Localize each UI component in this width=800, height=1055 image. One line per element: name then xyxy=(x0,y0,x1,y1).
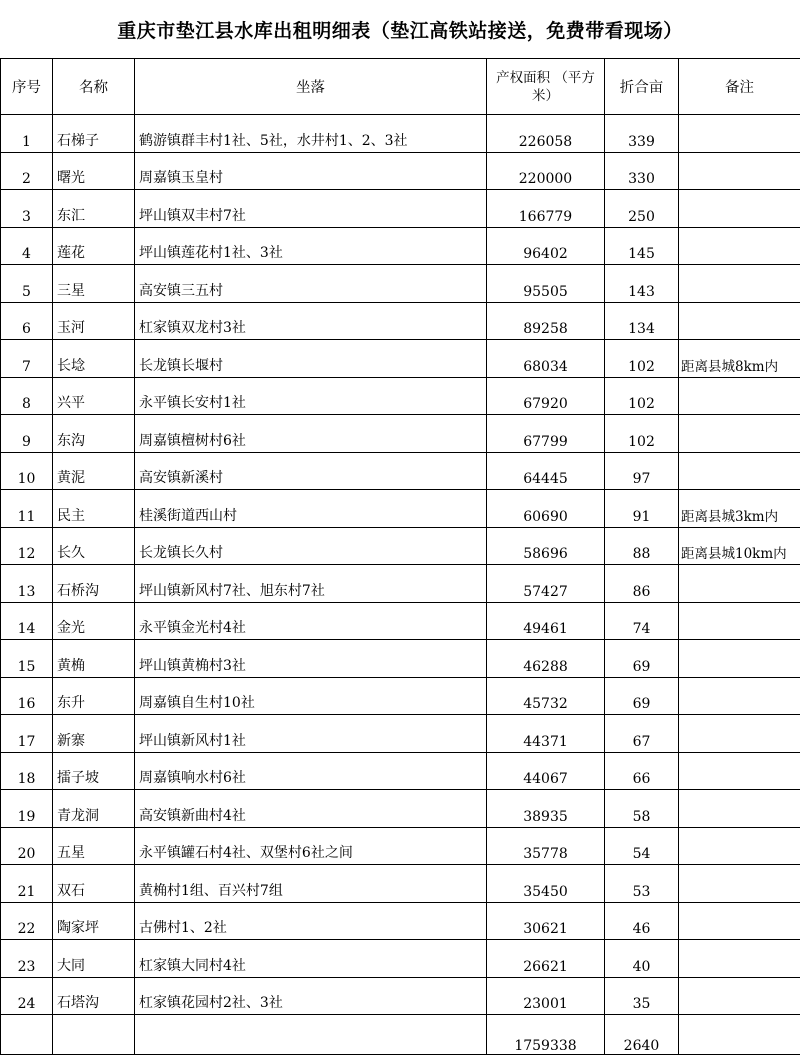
table-row xyxy=(1,677,800,715)
header-mu: 折合亩 xyxy=(605,59,679,115)
cell-note xyxy=(679,152,800,190)
cell-no: 6 xyxy=(1,302,53,340)
cell-mu: 54 xyxy=(605,827,679,865)
cell-note xyxy=(679,790,800,828)
cell-note xyxy=(679,190,800,228)
cell-note xyxy=(679,977,800,1015)
cell-location: 坪山镇莲花村1社、3社 xyxy=(135,227,487,265)
cell-area: 89258 xyxy=(487,302,605,340)
reservoir-table xyxy=(0,58,800,1055)
cell-name: 石塔沟 xyxy=(53,977,135,1015)
cell-mu: 88 xyxy=(605,527,679,565)
cell-location: 高安镇新曲村4社 xyxy=(135,790,487,828)
page-title: 重庆市垫江县水库出租明细表（垫江高铁站接送，免费带看现场） xyxy=(117,20,683,42)
header-area: 产权面积 （平方米） xyxy=(487,59,605,115)
cell-note xyxy=(679,302,800,340)
cell-note xyxy=(679,940,800,978)
cell-mu: 67 xyxy=(605,715,679,753)
cell-location: 坪山镇黄桷村3社 xyxy=(135,640,487,678)
cell-note: 距离县城10km内 xyxy=(679,527,800,565)
cell-no: 5 xyxy=(1,265,53,303)
cell-no: 19 xyxy=(1,790,53,828)
table-row xyxy=(1,302,800,340)
cell-area: 220000 xyxy=(487,152,605,190)
cell-note xyxy=(679,265,800,303)
cell-no: 23 xyxy=(1,940,53,978)
cell-mu: 40 xyxy=(605,940,679,978)
header-row xyxy=(1,59,800,115)
cell-mu: 74 xyxy=(605,602,679,640)
cell-area: 58696 xyxy=(487,527,605,565)
cell-area: 35778 xyxy=(487,827,605,865)
cell-note: 距离县城8km内 xyxy=(679,340,800,378)
table-row xyxy=(1,152,800,190)
cell-name: 兴平 xyxy=(53,377,135,415)
cell-area: 46288 xyxy=(487,640,605,678)
cell-mu: 91 xyxy=(605,490,679,528)
cell-location: 永平镇金光村4社 xyxy=(135,602,487,640)
cell-no: 3 xyxy=(1,190,53,228)
cell-location: 杠家镇双龙村3社 xyxy=(135,302,487,340)
cell-note xyxy=(679,827,800,865)
cell-note xyxy=(679,640,800,678)
table-row xyxy=(1,340,800,378)
cell-note xyxy=(679,602,800,640)
cell-note xyxy=(679,715,800,753)
cell-location: 坪山镇新风村7社、旭东村7社 xyxy=(135,565,487,603)
cell-mu: 339 xyxy=(605,115,679,153)
cell-note xyxy=(679,377,800,415)
cell-no: 24 xyxy=(1,977,53,1015)
total-mu: 2640 xyxy=(605,1015,679,1055)
cell-name: 金光 xyxy=(53,602,135,640)
header-name: 名称 xyxy=(53,59,135,115)
cell-location: 杠家镇大同村4社 xyxy=(135,940,487,978)
cell-area: 35450 xyxy=(487,865,605,903)
cell-mu: 69 xyxy=(605,640,679,678)
cell-name: 陶家坪 xyxy=(53,902,135,940)
table-row xyxy=(1,827,800,865)
cell-name: 黄桷 xyxy=(53,640,135,678)
table-row xyxy=(1,565,800,603)
table-row xyxy=(1,752,800,790)
cell-name: 东沟 xyxy=(53,415,135,453)
cell-name: 石桥沟 xyxy=(53,565,135,603)
cell-name: 大同 xyxy=(53,940,135,978)
cell-mu: 53 xyxy=(605,865,679,903)
cell-name: 东升 xyxy=(53,677,135,715)
cell-no: 4 xyxy=(1,227,53,265)
cell-area: 226058 xyxy=(487,115,605,153)
cell-name: 东汇 xyxy=(53,190,135,228)
table-row xyxy=(1,902,800,940)
cell-location: 桂溪街道西山村 xyxy=(135,490,487,528)
cell-no: 11 xyxy=(1,490,53,528)
cell-location: 长龙镇长久村 xyxy=(135,527,487,565)
cell-location: 杠家镇花园村2社、3社 xyxy=(135,977,487,1015)
cell-no: 9 xyxy=(1,415,53,453)
table-row xyxy=(1,190,800,228)
cell-mu: 250 xyxy=(605,190,679,228)
table-row xyxy=(1,865,800,903)
table-row xyxy=(1,227,800,265)
cell-note xyxy=(679,865,800,903)
cell-no: 17 xyxy=(1,715,53,753)
table-row xyxy=(1,265,800,303)
cell-no: 1 xyxy=(1,115,53,153)
cell-mu: 58 xyxy=(605,790,679,828)
cell-no: 7 xyxy=(1,340,53,378)
cell-location: 周嘉镇玉皇村 xyxy=(135,152,487,190)
total-area: 1759338 xyxy=(487,1015,605,1055)
cell-name: 五星 xyxy=(53,827,135,865)
cell-no: 22 xyxy=(1,902,53,940)
cell-note: 距离县城3km内 xyxy=(679,490,800,528)
cell-name: 莲花 xyxy=(53,227,135,265)
header-location: 坐落 xyxy=(135,59,487,115)
table-row xyxy=(1,490,800,528)
cell-area: 26621 xyxy=(487,940,605,978)
table-row xyxy=(1,377,800,415)
table-row xyxy=(1,115,800,153)
cell-note xyxy=(679,452,800,490)
cell-mu: 86 xyxy=(605,565,679,603)
cell-mu: 97 xyxy=(605,452,679,490)
cell-name: 新寨 xyxy=(53,715,135,753)
cell-area: 60690 xyxy=(487,490,605,528)
cell-location: 高安镇新溪村 xyxy=(135,452,487,490)
cell-no: 14 xyxy=(1,602,53,640)
cell-note xyxy=(679,565,800,603)
header-note: 备注 xyxy=(679,59,800,115)
cell-no: 21 xyxy=(1,865,53,903)
table-body xyxy=(1,115,800,1055)
table-row xyxy=(1,527,800,565)
cell-mu: 143 xyxy=(605,265,679,303)
cell-area: 68034 xyxy=(487,340,605,378)
cell-name: 长埝 xyxy=(53,340,135,378)
cell-location: 古佛村1、2社 xyxy=(135,902,487,940)
cell-area: 96402 xyxy=(487,227,605,265)
cell-location: 坪山镇新风村1社 xyxy=(135,715,487,753)
table-row xyxy=(1,602,800,640)
cell-no: 12 xyxy=(1,527,53,565)
cell-area: 67920 xyxy=(487,377,605,415)
cell-location: 坪山镇双丰村7社 xyxy=(135,190,487,228)
cell-location: 永平镇长安村1社 xyxy=(135,377,487,415)
cell-name: 青龙洞 xyxy=(53,790,135,828)
cell-no: 2 xyxy=(1,152,53,190)
cell-mu: 102 xyxy=(605,340,679,378)
cell-area: 44371 xyxy=(487,715,605,753)
cell-name: 黄泥 xyxy=(53,452,135,490)
table-row xyxy=(1,940,800,978)
cell-area: 166779 xyxy=(487,190,605,228)
cell-area: 64445 xyxy=(487,452,605,490)
cell-note xyxy=(679,115,800,153)
cell-no: 13 xyxy=(1,565,53,603)
total-row xyxy=(1,1015,800,1055)
cell-area: 38935 xyxy=(487,790,605,828)
cell-mu: 46 xyxy=(605,902,679,940)
cell-mu: 134 xyxy=(605,302,679,340)
cell-mu: 66 xyxy=(605,752,679,790)
cell-mu: 145 xyxy=(605,227,679,265)
cell-location: 周嘉镇自生村10社 xyxy=(135,677,487,715)
total-cell-location xyxy=(135,1015,487,1055)
cell-mu: 330 xyxy=(605,152,679,190)
cell-name: 长久 xyxy=(53,527,135,565)
cell-mu: 102 xyxy=(605,415,679,453)
cell-area: 49461 xyxy=(487,602,605,640)
cell-area: 23001 xyxy=(487,977,605,1015)
total-cell-note xyxy=(679,1015,800,1055)
cell-location: 高安镇三五村 xyxy=(135,265,487,303)
cell-mu: 69 xyxy=(605,677,679,715)
cell-no: 20 xyxy=(1,827,53,865)
cell-area: 67799 xyxy=(487,415,605,453)
cell-location: 鹤游镇群丰村1社、5社，水井村1、2、3社 xyxy=(135,115,487,153)
cell-location: 永平镇罐石村4社、双堡村6社之间 xyxy=(135,827,487,865)
total-cell-name xyxy=(53,1015,135,1055)
cell-note xyxy=(679,752,800,790)
cell-area: 57427 xyxy=(487,565,605,603)
cell-name: 三星 xyxy=(53,265,135,303)
table-row xyxy=(1,790,800,828)
cell-area: 44067 xyxy=(487,752,605,790)
cell-name: 双石 xyxy=(53,865,135,903)
cell-area: 95505 xyxy=(487,265,605,303)
cell-name: 民主 xyxy=(53,490,135,528)
cell-name: 玉河 xyxy=(53,302,135,340)
cell-note xyxy=(679,902,800,940)
cell-note xyxy=(679,677,800,715)
cell-location: 黄桷村1组、百兴村7组 xyxy=(135,865,487,903)
cell-mu: 102 xyxy=(605,377,679,415)
cell-no: 10 xyxy=(1,452,53,490)
table-row xyxy=(1,640,800,678)
cell-note xyxy=(679,415,800,453)
table-row xyxy=(1,452,800,490)
table-row xyxy=(1,977,800,1015)
header-no: 序号 xyxy=(1,59,53,115)
cell-area: 30621 xyxy=(487,902,605,940)
cell-location: 周嘉镇檀树村6社 xyxy=(135,415,487,453)
cell-no: 8 xyxy=(1,377,53,415)
cell-location: 周嘉镇响水村6社 xyxy=(135,752,487,790)
cell-name: 石梯子 xyxy=(53,115,135,153)
cell-location: 长龙镇长堰村 xyxy=(135,340,487,378)
cell-name: 擂子坡 xyxy=(53,752,135,790)
cell-no: 18 xyxy=(1,752,53,790)
cell-name: 曙光 xyxy=(53,152,135,190)
cell-no: 15 xyxy=(1,640,53,678)
cell-no: 16 xyxy=(1,677,53,715)
table-row xyxy=(1,715,800,753)
table-row xyxy=(1,415,800,453)
cell-area: 45732 xyxy=(487,677,605,715)
cell-note xyxy=(679,227,800,265)
cell-mu: 35 xyxy=(605,977,679,1015)
total-cell-no xyxy=(1,1015,53,1055)
